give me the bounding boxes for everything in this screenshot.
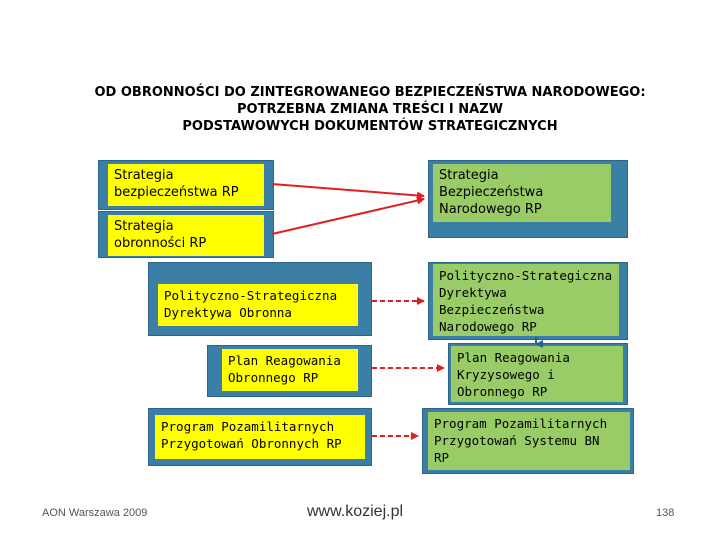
title-line-2: POTRZEBNA ZMIANA TREŚCI I NAZW [237,102,503,117]
box-strategia-bn: Strategia Bezpieczeństwa Narodowego RP [433,164,611,222]
box-dyrektywa-bn: Polityczno-Strategiczna Dyrektywa Bezpieczeństwa Narodowego RP [433,264,619,336]
box-program-systemu-bn: Program Pozamilitarnych Przygotowań Systemu BN RP [428,412,630,470]
box-plan-reagowania-kryzysowego: Plan Reagowania Kryzysowego i Obronnego RP [451,346,623,402]
box-strategia-obronnosci: Strategia obronności RP [108,215,264,256]
footer-page-number: 138 [656,507,675,519]
box-dyrektywa-obronna: Polityczno-Strategiczna Dyrektywa Obronna [158,284,358,326]
arrow-solid-2 [272,199,424,234]
footer-website: www.koziej.pl [307,503,404,520]
title-line-1: OD OBRONNOŚCI DO ZINTEGROWANEGO BEZPIECZEŃSTWA NARODOWEGO: [94,85,646,100]
footer-left-text: AON Warszawa 2009 [42,507,148,519]
box-plan-reagowania-obronnego: Plan Reagowania Obronnego RP [222,349,358,391]
box-strategia-bezpieczenstwa: Strategia bezpieczeństwa RP [108,164,264,206]
title-line-3: PODSTAWOWYCH DOKUMENTÓW STRATEGICZNYCH [182,119,558,134]
box-program-obronnych: Program Pozamilitarnych Przygotowań Obronnych RP [155,415,365,459]
arrow-solid-1 [272,184,424,196]
